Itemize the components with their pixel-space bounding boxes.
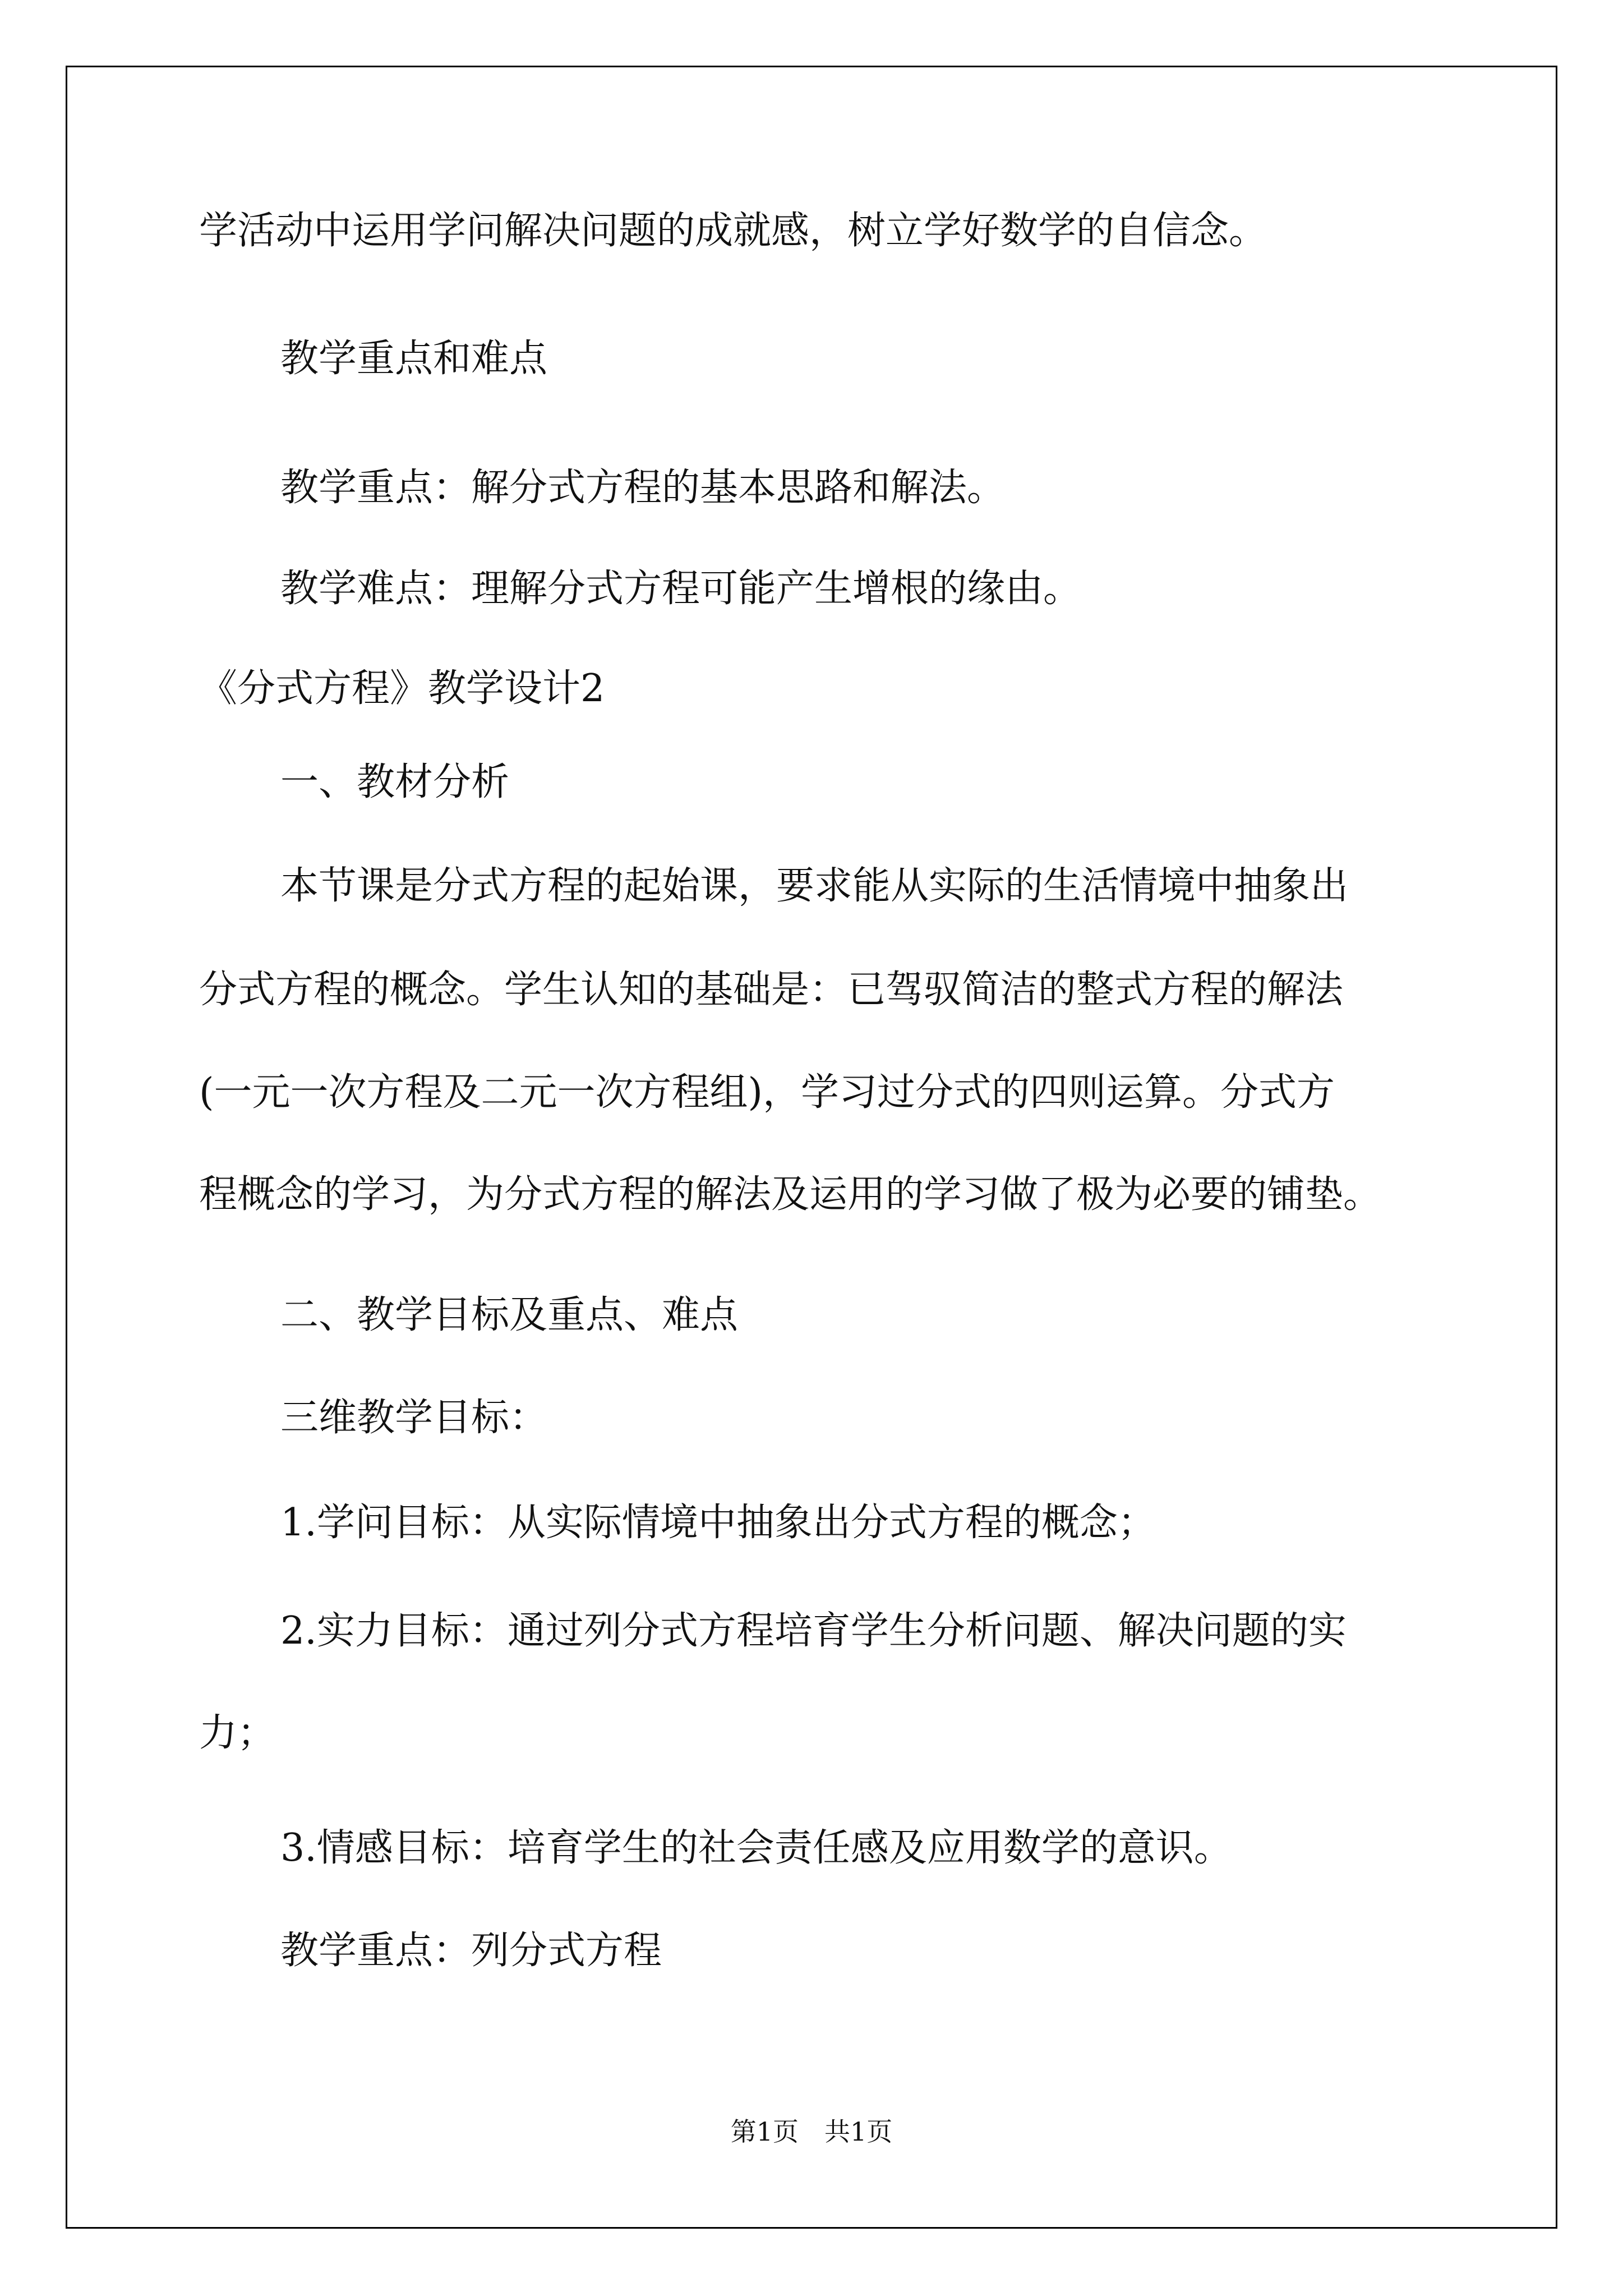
text-line-7: 本节课是分式方程的起始课，要求能从实际的生活情境中抽象出 (280, 864, 1349, 908)
text-line-4: 教学难点：理解分式方程可能产生增根的缘由。 (280, 567, 1082, 611)
text-line-15: 力； (199, 1711, 276, 1755)
text-line-10: 程概念的学习，为分式方程的解法及运用的学习做了极为必要的铺垫。 (199, 1172, 1382, 1217)
text-line-8: 分式方程的概念。学生认知的基础是：已驾驭简洁的整式方程的解法 (199, 968, 1344, 1012)
text-line-12: 三维教学目标： (280, 1396, 548, 1440)
text-line-17: 教学重点：列分式方程 (280, 1929, 662, 1973)
text-line-2: 教学重点和难点 (280, 337, 548, 381)
page-border (66, 66, 1557, 2229)
text-line-16: 3.情感目标：培育学生的社会责任感及应用数学的意识。 (280, 1826, 1232, 1870)
text-line-13: 1.学问目标：从实际情境中抽象出分式方程的概念； (280, 1501, 1156, 1545)
text-line-9: (一元一次方程及二元一次方程组)，学习过分式的四则运算。分式方 (199, 1070, 1335, 1115)
text-line-6: 一、教材分析 (280, 760, 510, 804)
text-line-1: 学活动中运用学问解决问题的成就感，树立学好数学的自信念。 (199, 209, 1267, 253)
page-footer: 第1页 共1页 (730, 2116, 893, 2147)
text-line-14: 2.实力目标：通过列分式方程培育学生分析问题、解决问题的实 (280, 1609, 1347, 1653)
section-heading: 《分式方程》教学设计2 (199, 666, 605, 711)
text-line-3: 教学重点：解分式方程的基本思路和解法。 (280, 466, 1006, 510)
text-line-11: 二、教学目标及重点、难点 (280, 1293, 739, 1337)
